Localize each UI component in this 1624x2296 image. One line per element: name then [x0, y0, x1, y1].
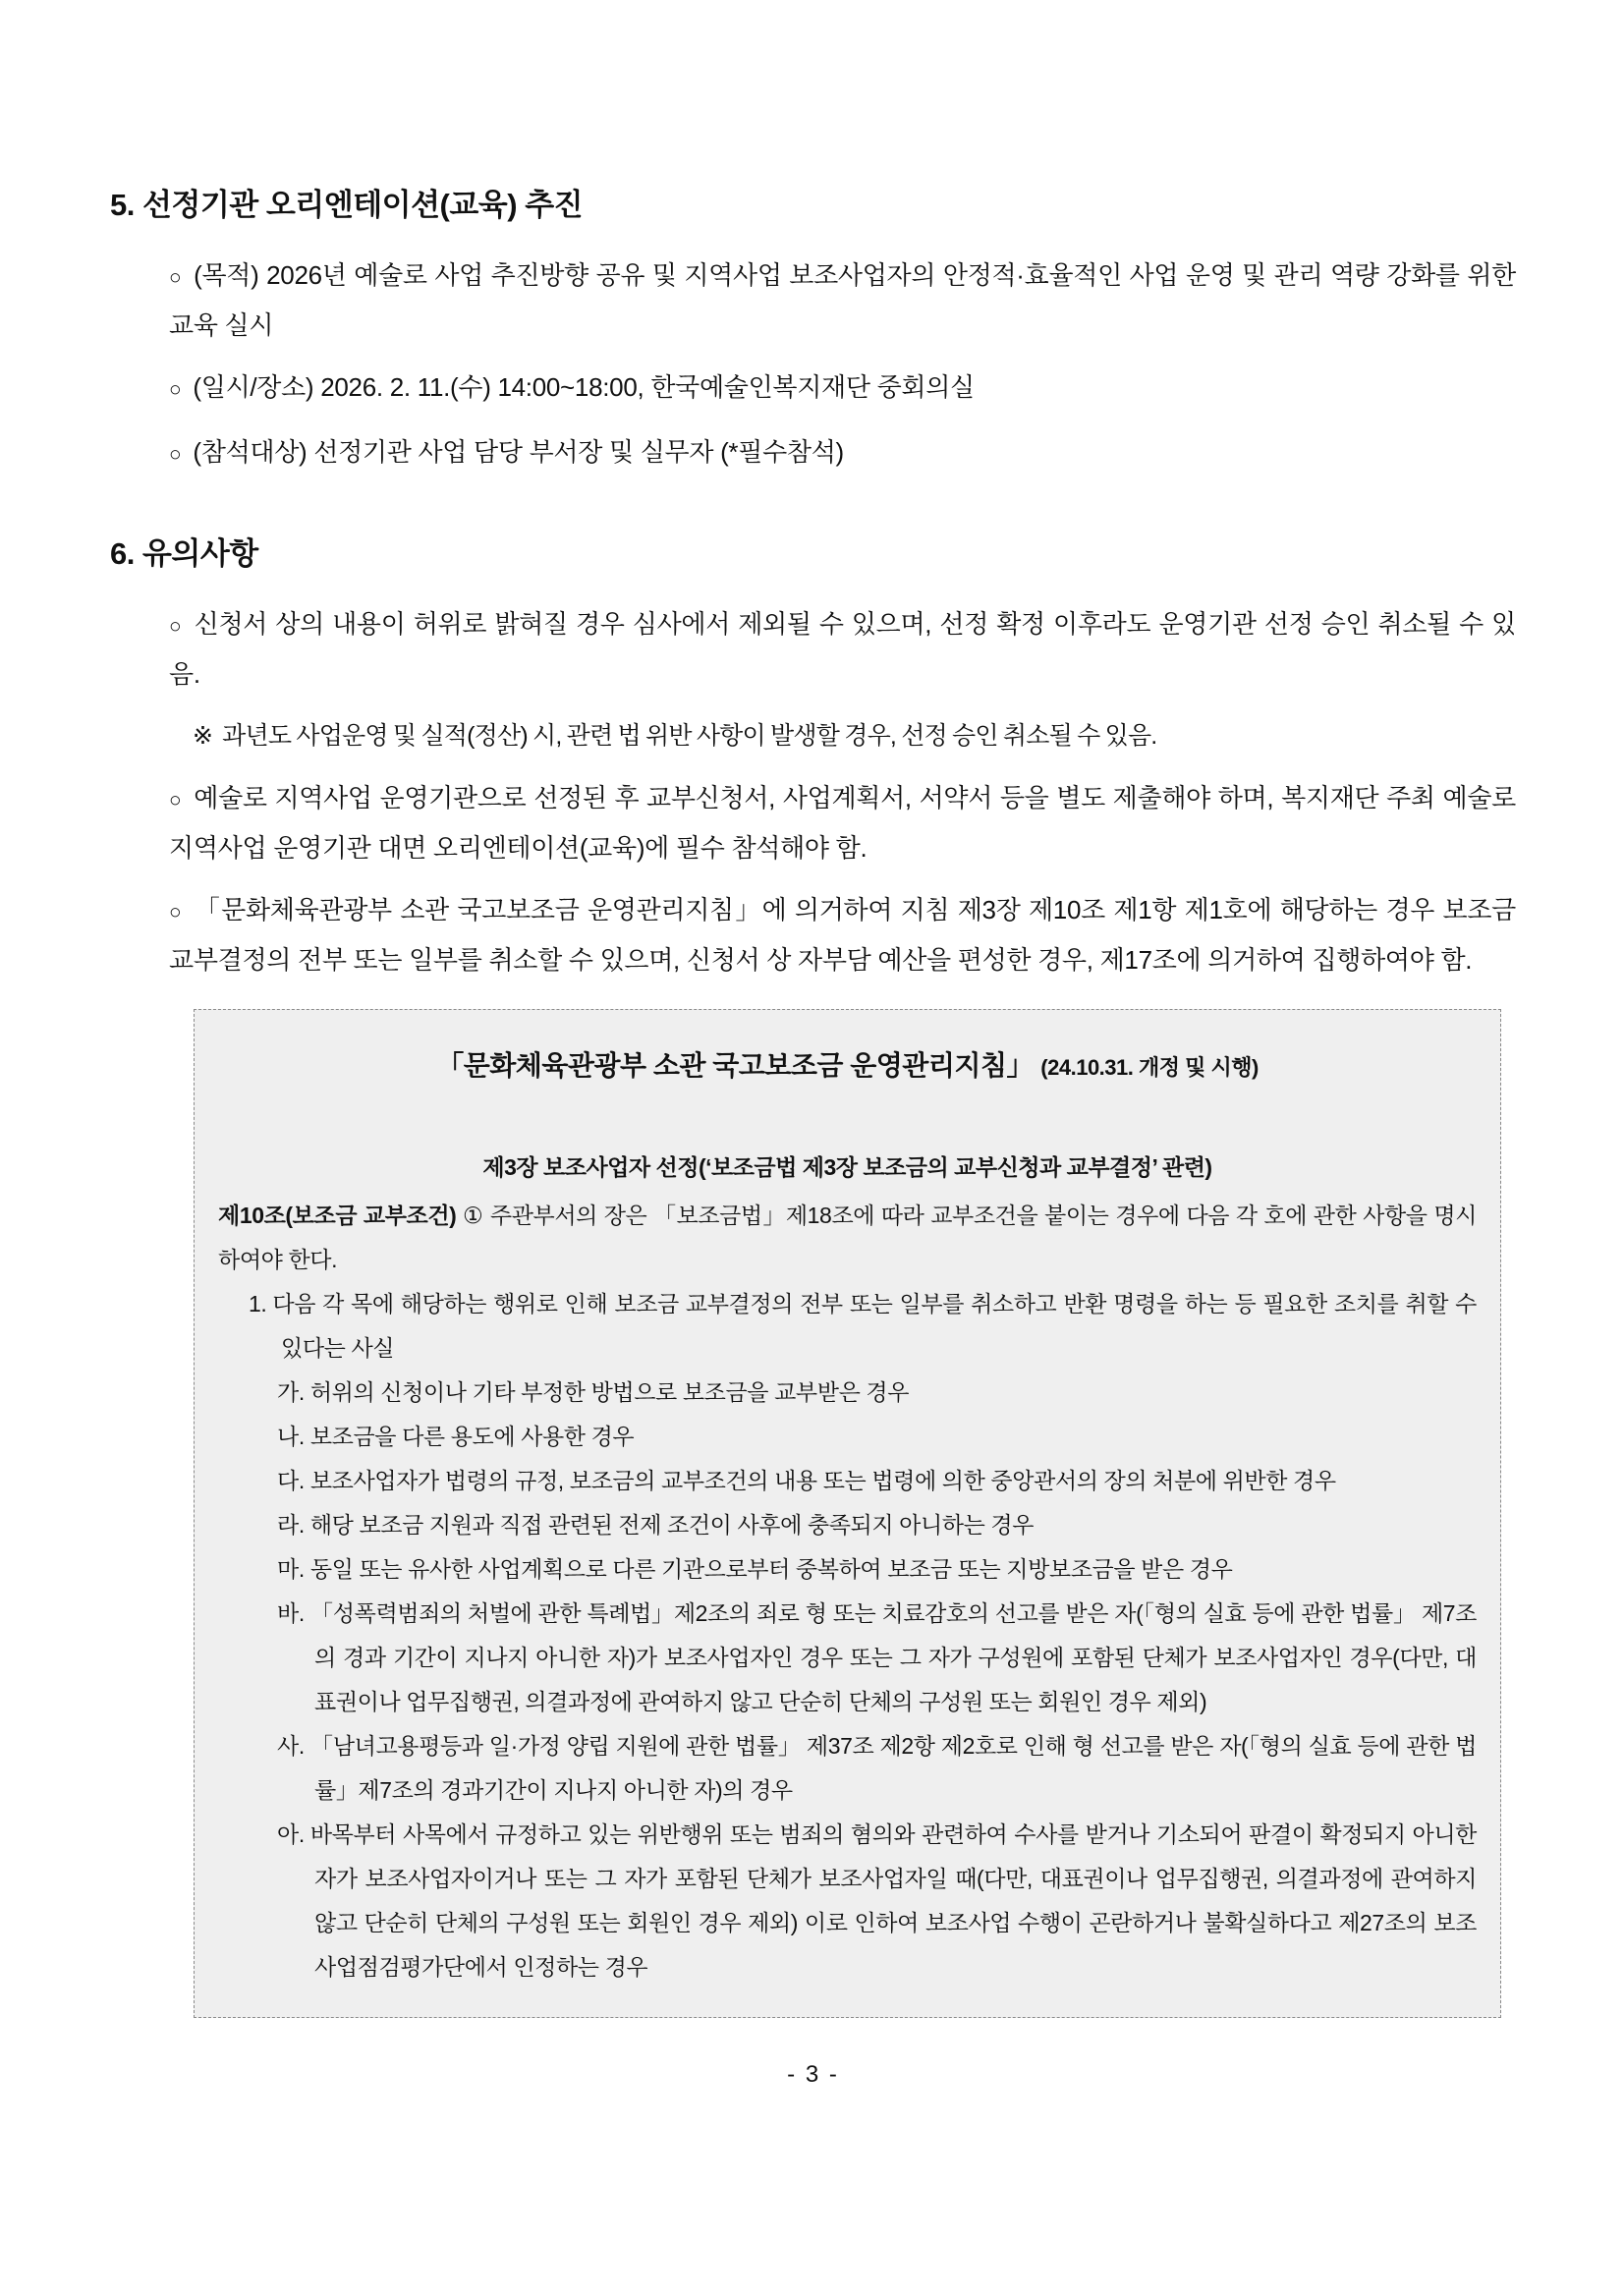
guideline-title-revision-date: (24.10.31. 개정 및 시행): [1040, 1055, 1259, 1080]
law-item-na: [218, 1415, 1477, 1459]
bullet-text: (목적) 2026년 예술로 사업 추진방향 공유 및 지역사업 보조사업자의 안정적·효율적인 사업 운영 및 관리 역량 강화를 위한 교육 실시: [169, 260, 1516, 340]
bullet-text: 예술로 지역사업 운영기관으로 선정된 후 교부신청서, 사업계획서, 서약서 등을 별도 제출해야 하며, 복지재단 주최 예술로 지역사업 운영기관 대면 오리엔테이션(교육)에 필수 참석해야 함.: [169, 783, 1516, 863]
item-text: 보조금을 다른 용도에 사용한 경우: [309, 1424, 635, 1449]
section-cautions: [110, 535, 1516, 983]
circle-bullet-icon: ○: [169, 378, 182, 401]
guideline-box-subtitle: 제3장 보조사업자 선정(‘보조금법 제3장 보조금의 교부신청과 교부결정’ 관련): [482, 1154, 1212, 1180]
law-item-ga: [218, 1371, 1477, 1415]
note-text: 과년도 사업운영 및 실적(정산) 시, 관련 법 위반 사항이 발생할 경우, 선정 승인 취소될 수 있음.: [222, 722, 1157, 750]
clause-1: [218, 1282, 1477, 1371]
circle-bullet-icon: ○: [169, 266, 183, 289]
law-item-ba: [218, 1592, 1477, 1724]
item-text: 동일 또는 유사한 사업계획으로 다른 기관으로부터 중복하여 보조금 또는 지방보조금을 받은 경우: [309, 1556, 1233, 1582]
page-number: - 3 -: [787, 2061, 839, 2088]
law-item-ma: [218, 1547, 1477, 1592]
article-10-paragraph: [218, 1194, 1477, 1282]
item-number: 바.: [277, 1600, 305, 1626]
article-10-label: 제10조(보조금 교부조건): [218, 1203, 457, 1228]
bullet-date-place: [110, 364, 1516, 414]
item-number: 다.: [277, 1468, 305, 1493]
item-number: 나.: [277, 1424, 305, 1449]
law-item-da: [218, 1459, 1477, 1503]
note-prior-year: [110, 712, 1516, 759]
guideline-box-title: [218, 1045, 1477, 1089]
circle-bullet-icon: ○: [169, 901, 183, 924]
item-number: 가.: [277, 1379, 305, 1405]
circle-bullet-icon: ○: [169, 443, 182, 466]
item-text: 「성폭력범죄의 처벌에 관한 특례법」제2조의 죄로 형 또는 치료감호의 선고를 받은 자(「형의 실효 등에 관한 법률」 제7조의 경과 기간이 지나지 아니한 자)가 보조사업자인 경우 또는 그 자가 구성원에 포함된 단체가 보조사업자인 경우(다만, 대표권이나 업무집행권, 의결과정에 관여하지 않고 단순히 단체의 구성원 또는 회원인 경우 제외): [309, 1600, 1477, 1714]
section-5-heading: 5. 선정기관 오리엔테이션(교육) 추진: [110, 188, 584, 222]
item-text: 해당 보조금 지원과 직접 관련된 전제 조건이 사후에 충족되지 아니하는 경우: [309, 1512, 1035, 1538]
clause-text: 다음 각 목에 해당하는 행위로 인해 보조금 교부결정의 전부 또는 일부를 취소하고 반환 명령을 하는 등 필요한 조치를 취할 수 있다는 사실: [272, 1291, 1477, 1361]
item-number: 사.: [277, 1733, 305, 1759]
item-text: 「남녀고용평등과 일·가정 양립 지원에 관한 법률」 제37조 제2항 제2호로 인해 형 선고를 받은 자(「형의 실효 등에 관한 법률」제7조의 경과기간이 지나지 아니한 자)의 경우: [309, 1733, 1477, 1803]
law-item-a: [218, 1813, 1477, 1989]
bullet-text: 「문화체육관광부 소관 국고보조금 운영관리지침」에 의거하여 지침 제3장 제10조 제1항 제1호에 해당하는 경우 보조금 교부결정의 전부 또는 일부를 취소할 수 있으며, 신청서 상 자부담 예산을 편성한 경우, 제17조에 의거하여 집행하여야 함.: [169, 895, 1516, 975]
bullet-text: (일시/장소) 2026. 2. 11.(수) 14:00~18:00, 한국예술인복지재단 중회의실: [193, 372, 975, 402]
bullet-attendees: [110, 428, 1516, 478]
item-text: 보조사업자가 법령의 규정, 보조금의 교부조건의 내용 또는 법령에 의한 중앙관서의 장의 처분에 위반한 경우: [309, 1468, 1336, 1493]
guideline-box: [194, 1009, 1501, 2018]
law-item-sa: [218, 1724, 1477, 1813]
item-number: 라.: [277, 1512, 305, 1538]
section-orientation: [110, 187, 1516, 478]
guideline-title-text: 「문화체육관광부 소관 국고보조금 운영관리지침」: [436, 1050, 1035, 1081]
article-10-text: ① 주관부서의 장은 「보조금법」제18조에 따라 교부조건을 붙이는 경우에 다음 각 호에 관한 사항을 명시하여야 한다.: [218, 1203, 1477, 1272]
bullet-documents-submission: [110, 774, 1516, 871]
item-text: 바목부터 사목에서 규정하고 있는 위반행위 또는 범죄의 혐의와 관련하여 수사를 받거나 기소되어 판결이 확정되지 아니한 자가 보조사업자이거나 또는 그 자가 포함된 단체가 보조사업자일 때(다만, 대표권이나 업무집행권, 의결과정에 관여하지 않고 단순히 단체의 구성원 또는 회원인 경우 제외) 이로 인하여 보조사업 수행이 곤란하거나 불확실하다고 제27조의 보조사업점검평가단에서 인정하는 경우: [309, 1821, 1477, 1980]
law-item-ra: [218, 1503, 1477, 1547]
bullet-text: 신청서 상의 내용이 허위로 밝혀질 경우 심사에서 제외될 수 있으며, 선정 확정 이후라도 운영기관 선정 승인 취소될 수 있음.: [169, 609, 1516, 689]
reference-mark-icon: ※: [193, 722, 213, 750]
item-number: 아.: [277, 1821, 305, 1847]
bullet-text: (참석대상) 선정기관 사업 담당 부서장 및 실무자 (*필수참석): [193, 437, 844, 467]
clause-number: 1.: [249, 1291, 267, 1316]
bullet-false-application: [110, 600, 1516, 698]
bullet-guideline-reference: [110, 886, 1516, 983]
circle-bullet-icon: ○: [169, 789, 183, 812]
section-6-heading: 6. 유의사항: [110, 536, 258, 571]
circle-bullet-icon: ○: [169, 615, 183, 638]
item-text: 허위의 신청이나 기타 부정한 방법으로 보조금을 교부받은 경우: [309, 1379, 910, 1405]
bullet-purpose: [110, 252, 1516, 349]
item-number: 마.: [277, 1556, 305, 1582]
